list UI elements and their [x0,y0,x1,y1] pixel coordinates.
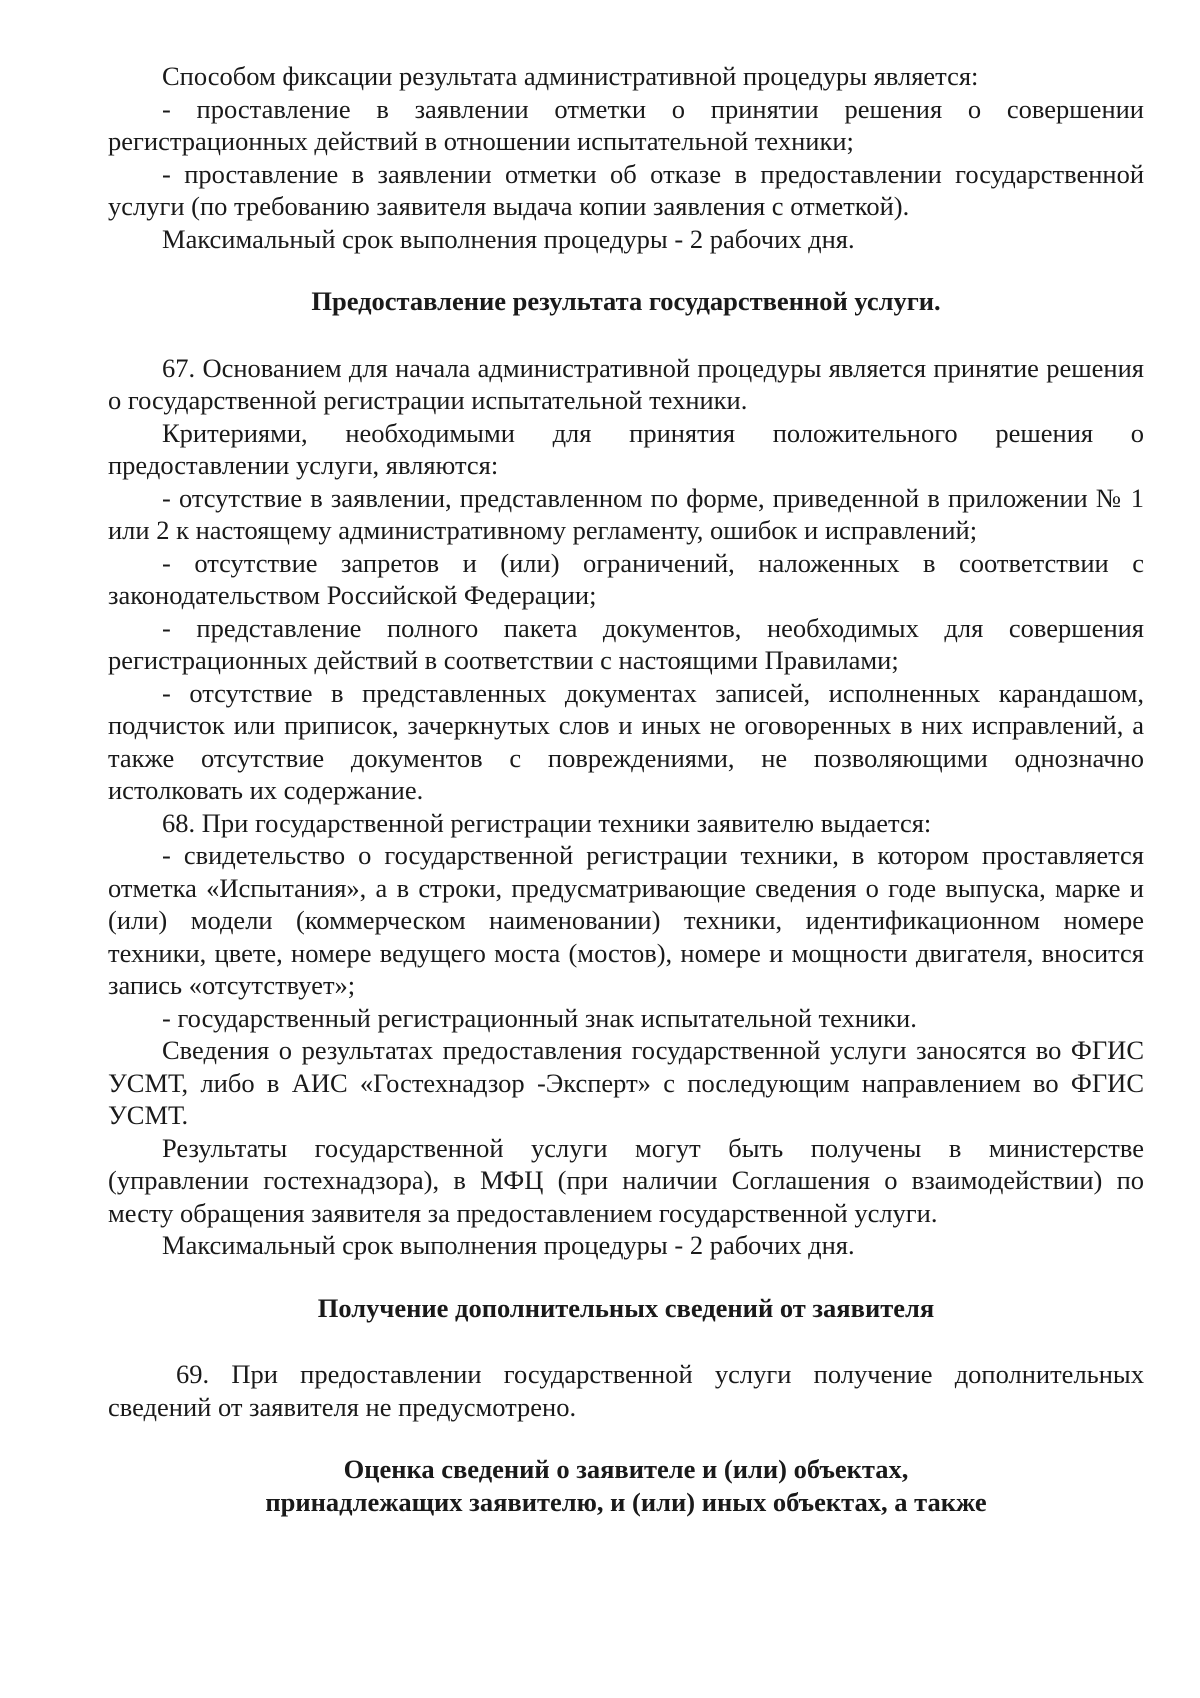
paragraph-max-term-1: Максимальный срок выполнения процедуры - 2 рабочих дня. [162,223,855,254]
document-page [108,60,1144,1518]
heading-assessment-line1: Оценка сведений о заявителе и (или) объектах, [343,1454,909,1484]
paragraph-fixation-method: Способом фиксации результата административной процедуры является: [162,61,979,91]
heading-result-provision: Предоставление результата государственной услуги. [311,286,941,316]
paragraph-max-term-2: Максимальный срок выполнения процедуры - 2 рабочих дня. [162,1230,855,1260]
paragraph-69: 69. При предоставлении государственной услуги получение дополнительных сведений от заявителя не предусмотрено. [108,1359,1144,1422]
paragraph-68: 68. При государственной регистрации техники заявителю выдается: [162,807,932,838]
paragraph-certificate: - свидетельство о государственной регистрации техники, в котором проставляется отметка «Испытания», а в строки, предусматривающие сведения о годе выпуска, марке и (или) модели (коммерческом наименовании) техники, идентификационном номере техники, цвете, номере ведущего моста (мостов), номере и мощности двигателя, вносится запись «отсутствует»; [108,840,1144,1000]
paragraph-criterion-no-errors: - отсутствие в заявлении, представленном по форме, приведенной в приложении № 1 или 2 к настоящему административному регламенту, ошибок и исправлений; [108,482,1144,545]
paragraph-criterion-no-pencil: - отсутствие в представленных документах записей, исполненных карандашом, подчисток или приписок, зачеркнутых слов и иных не оговоренных в них исправлений, а также отсутствие документов с повреждениями, не позволяющими однозначно истолковать их содержание. [108,677,1144,805]
paragraph-mark-accepted: - проставление в заявлении отметки о принятии решения о совершении регистрационных действий в отношении испытательной техники; [108,93,1144,156]
paragraph-results-obtain: Результаты государственной услуги могут быть получены в министерстве (управлении гостехнадзора), в МФЦ (при наличии Соглашения о взаимодействии) по месту обращения заявителя за предоставлением государственной услуги. [108,1132,1144,1228]
paragraph-criterion-no-bans: - отсутствие запретов и (или) ограничений, наложенных в соответствии с законодательством Российской Федерации; [108,547,1144,610]
paragraph-fgis: Сведения о результатах предоставления государственной услуги заносятся во ФГИС УСМТ, либо в АИС «Гостехнадзор -Эксперт» с последующим направлением во ФГИС УСМТ. [108,1035,1144,1130]
heading-additional-info: Получение дополнительных сведений от заявителя [317,1292,935,1323]
paragraph-criteria: Критериями, необходимыми для принятия положительного решения о предоставлении услуги, являются: [108,417,1144,480]
heading-assessment-line2: принадлежащих заявителю, и (или) иных объектах, а также [265,1486,987,1517]
paragraph-67: 67. Основанием для начала административной процедуры является принятие решения о государственной регистрации испытательной техники. [108,352,1144,415]
paragraph-plate: - государственный регистрационный знак испытательной техники. [162,1002,917,1033]
paragraph-criterion-full-package: - представление полного пакета документов, необходимых для совершения регистрационных действий в соответствии с настоящими Правилами; [108,612,1144,675]
paragraph-mark-refused: - проставление в заявлении отметки об отказе в предоставлении государственной услуги (по требованию заявителя выдача копии заявления с отметкой). [108,158,1144,221]
